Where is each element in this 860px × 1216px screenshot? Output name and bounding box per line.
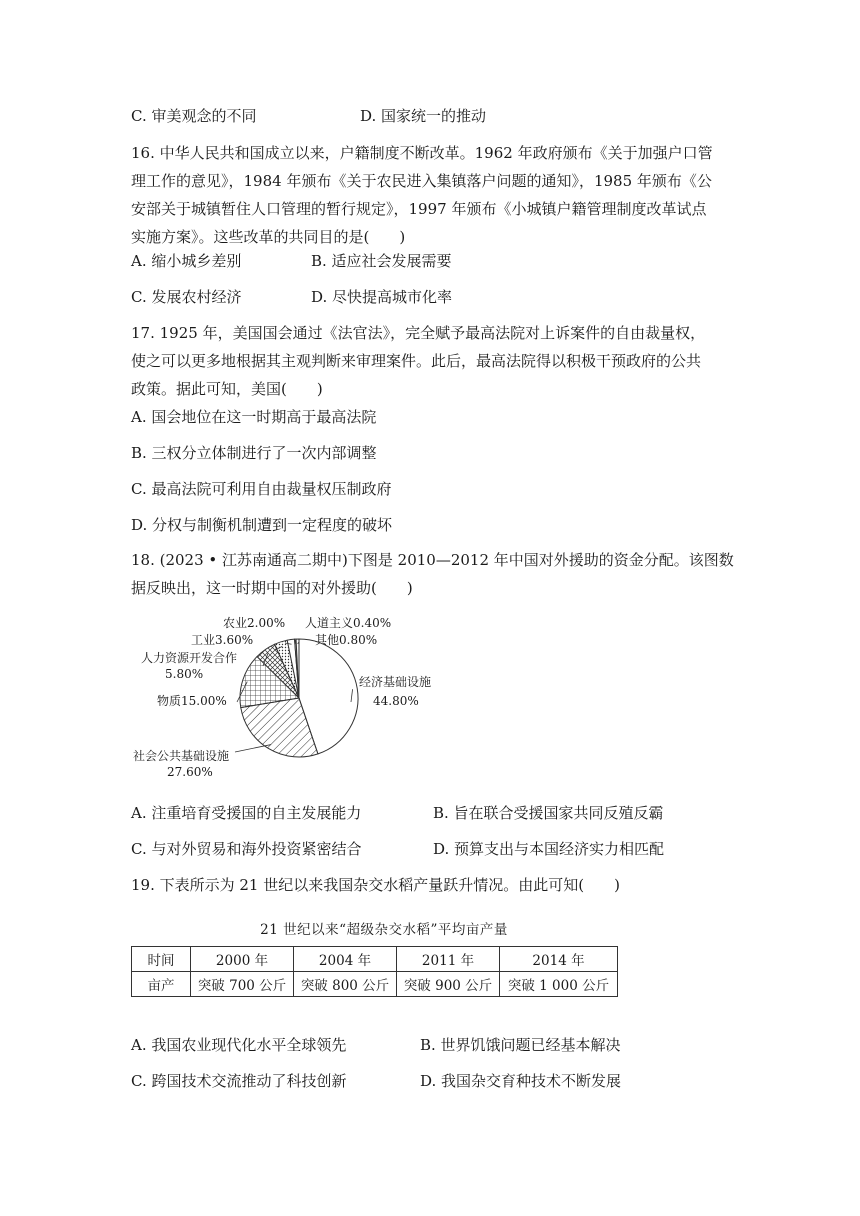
q18-option-d[interactable]: D. 预算支出与本国经济实力相匹配 [433,840,665,858]
q17-option-b[interactable]: B. 三权分立体制进行了一次内部调整 [131,444,377,462]
q18-option-b[interactable]: B. 旨在联合受援国家共同反殖反霸 [433,804,664,822]
table-cell: 2011 年 [397,947,500,972]
q19-option-b[interactable]: B. 世界饥饿问题已经基本解决 [420,1036,621,1054]
q16-line-2: 理工作的意见》，1984 年颁布《关于农民进入集镇落户问题的通知》，1985 年颁布《公 [131,172,712,190]
q19-option-a[interactable]: A. 我国农业现代化水平全球领先 [131,1036,347,1054]
table-cell: 突破 800 公斤 [294,972,397,997]
q19-yield-table [131,946,618,997]
q16-line-4: 实施方案》。这些改革的共同目的是( ) [131,228,406,246]
q17-line-1: 17. 1925 年，美国国会通过《法官法》，完全赋予最高法院对上诉案件的自由裁量权， [131,324,706,342]
q18-stem [131,550,771,606]
pie-slice-label: 人道主义0.40% [305,616,392,630]
q15-option-c[interactable]: C. 审美观念的不同 [131,107,257,125]
aid-pie-chart [125,610,465,785]
q16-option-d[interactable]: D. 尽快提高城市化率 [311,288,453,306]
q17-option-a[interactable]: A. 国会地位在这一时期高于最高法院 [131,408,377,426]
q17-option-c[interactable]: C. 最高法院可利用自由裁量权压制政府 [131,480,392,498]
q18-option-a[interactable]: A. 注重培育受援国的自主发展能力 [131,804,362,822]
table-cell: 亩产 [132,972,191,997]
table-cell: 2000 年 [191,947,294,972]
table-cell: 突破 1 000 公斤 [500,972,618,997]
q16-stem [131,143,771,255]
q19-option-d[interactable]: D. 我国杂交育种技术不断发展 [420,1072,622,1090]
q17-option-d[interactable]: D. 分权与制衡机制遭到一定程度的破坏 [131,516,393,534]
pie-slice-label: 物质15.00% [157,694,227,708]
q16-option-a[interactable]: A. 缩小城乡差别 [131,252,242,270]
pie-slice-value: 27.60% [167,765,213,779]
pie-slice-name: 人力资源开发合作 [141,651,238,665]
q16-line-1: 16. 中华人民共和国成立以来，户籍制度不断改革。1962 年政府颁布《关于加强户口管 [131,144,713,162]
q18-option-c[interactable]: C. 与对外贸易和海外投资紧密结合 [131,840,362,858]
q16-line-3: 安部关于城镇暂住人口管理的暂行规定》，1997 年颁布《小城镇户籍管理制度改革试点 [131,200,707,218]
pie-slice-label: 农业2.00% [223,616,286,630]
pie-slice-label: 工业3.60% [191,633,254,647]
table-cell: 2014 年 [500,947,618,972]
pie-slice-value: 44.80% [373,694,419,708]
q18-line-1: 18. (2023 • 江苏南通高二期中)下图是 2010—2012 年中国对外援助的资金分配。该图数 [131,551,734,569]
table-cell: 突破 700 公斤 [191,972,294,997]
pie-slice-label: 其他0.80% [315,633,378,647]
q19-option-c[interactable]: C. 跨国技术交流推动了科技创新 [131,1072,347,1090]
q17-line-2: 使之可以更多地根据其主观判断来审理案件。此后，最高法院得以积极干预政府的公共 [131,352,702,370]
q16-option-c[interactable]: C. 发展农村经济 [131,288,242,306]
table-row [132,972,618,997]
table-header-row [132,947,618,972]
q19-table-title: 21 世纪以来“超级杂交水稻”平均亩产量 [260,922,508,938]
table-cell: 突破 900 公斤 [397,972,500,997]
pie-slice-name: 经济基础设施 [359,675,432,689]
q18-line-2: 据反映出，这一时期中国的对外援助( ) [131,579,413,597]
q17-line-3: 政策。据此可知，美国( ) [131,380,323,398]
q15-option-d[interactable]: D. 国家统一的推动 [360,107,487,125]
q19-stem: 19. 下表所示为 21 世纪以来我国杂交水稻产量跃升情况。由此可知( ) [131,876,620,894]
pie-slice-value: 5.80% [165,667,204,681]
pie-leader-line [235,745,271,752]
pie-slice-name: 社会公共基础设施 [133,749,230,763]
q17-stem [131,323,771,407]
table-cell: 2004 年 [294,947,397,972]
table-cell: 时间 [132,947,191,972]
q16-option-b[interactable]: B. 适应社会发展需要 [311,252,452,270]
